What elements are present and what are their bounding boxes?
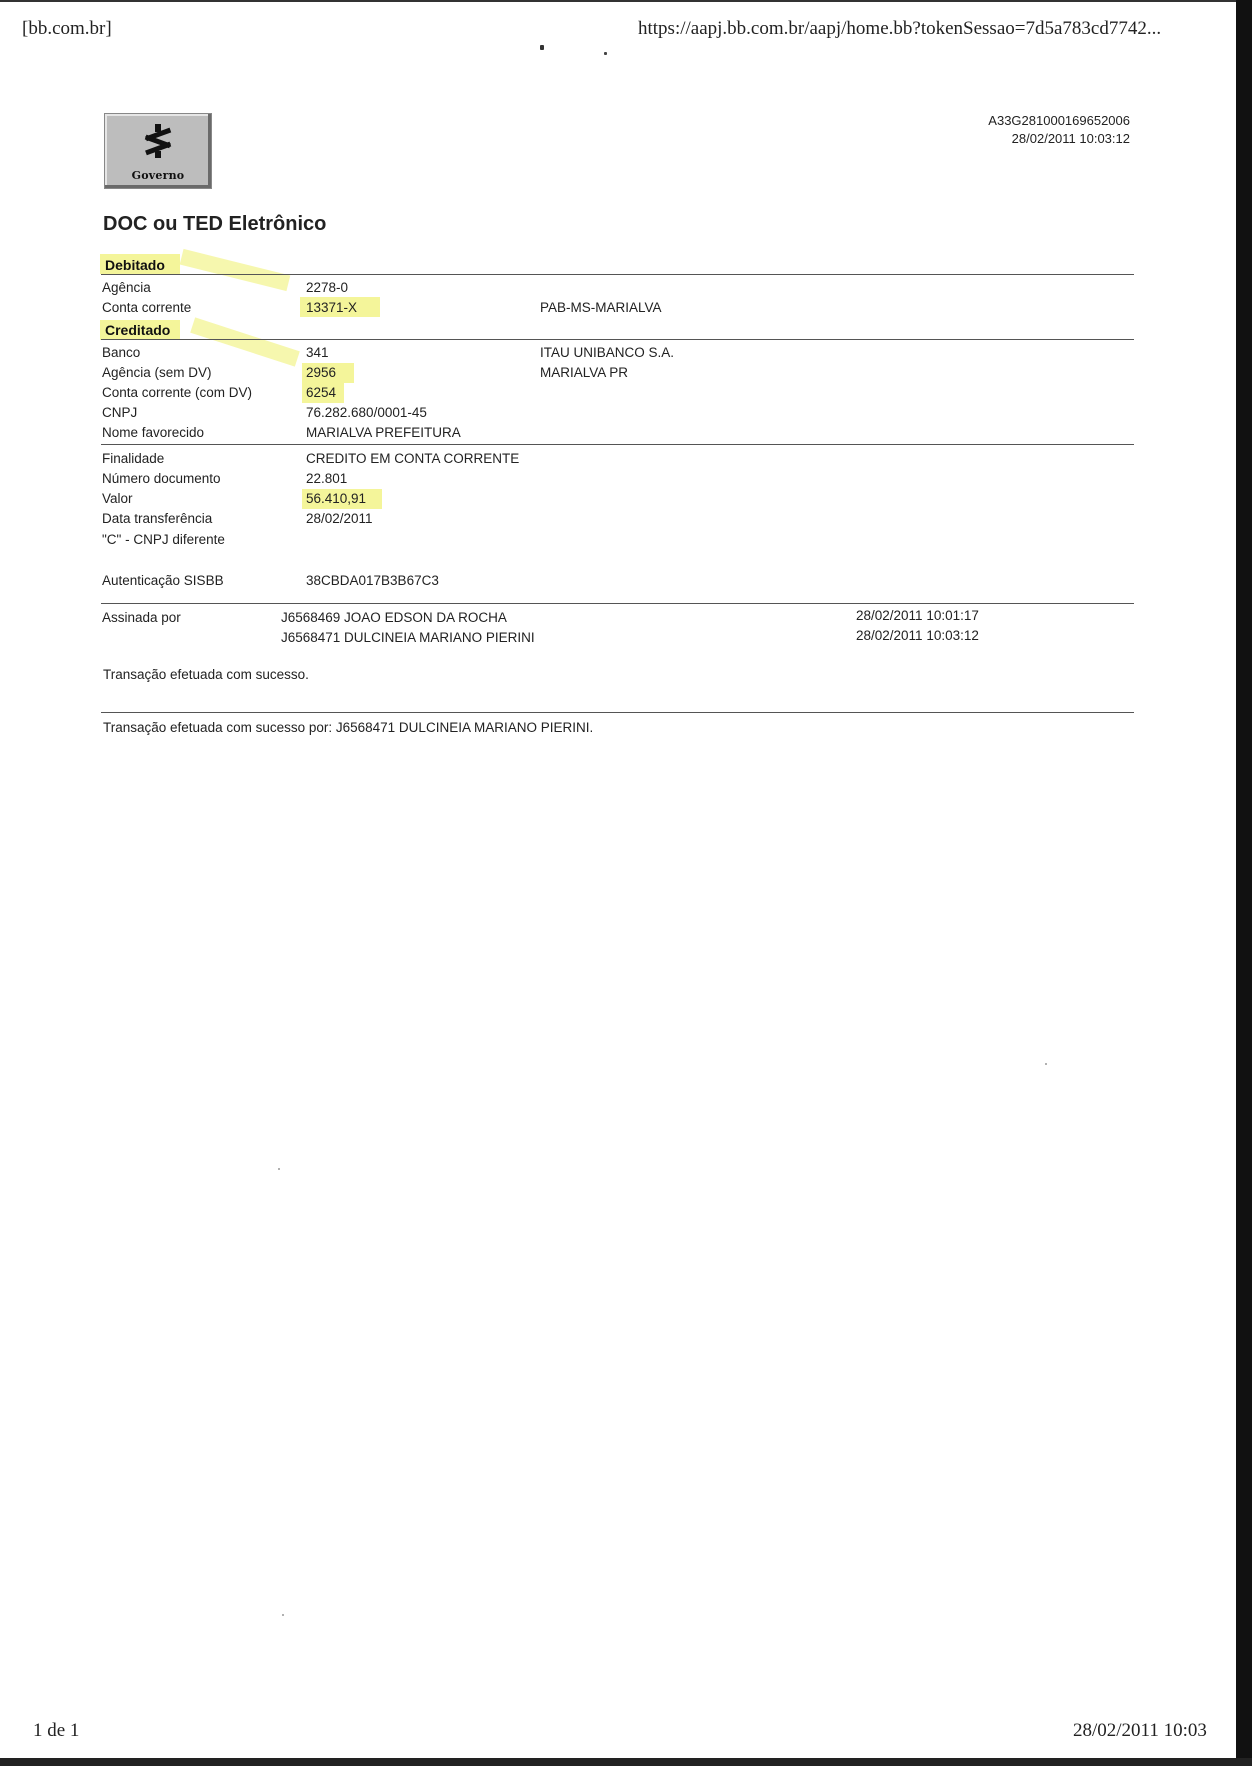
credito-agencia-value: 2956: [306, 365, 337, 380]
success-message: Transação efetuada com sucesso.: [103, 667, 309, 682]
reference-datetime: 28/02/2011 10:03:12: [1011, 131, 1130, 146]
autenticacao-value: 38CBDA017B3B67C3: [306, 573, 439, 588]
divider: [101, 712, 1134, 713]
scan-speck: [604, 52, 607, 55]
credito-cnpj-value: 76.282.680/0001-45: [306, 405, 427, 420]
highlight-stroke: [190, 317, 300, 366]
section-debitado: Debitado: [105, 257, 165, 273]
finalidade-label: Finalidade: [102, 451, 165, 466]
valor-label: Valor: [102, 491, 133, 506]
logo-text: Governo: [131, 169, 185, 182]
divider: [101, 339, 1134, 340]
credito-banco-label: Banco: [102, 345, 141, 360]
scan-right-edge: [1236, 0, 1252, 1766]
numero-documento-value: 22.801: [306, 471, 348, 486]
debito-agencia-value: 2278-0: [306, 280, 349, 295]
scan-speck: [278, 1168, 280, 1170]
banco-do-brasil-logo-icon: [139, 122, 177, 160]
credito-banco-name: ITAU UNIBANCO S.A.: [540, 345, 675, 360]
finalidade-value: CREDITO EM CONTA CORRENTE: [306, 451, 520, 466]
credito-banco-value: 341: [306, 345, 329, 360]
print-datetime: 28/02/2011 10:03: [1073, 1720, 1207, 1741]
success-by-message: Transação efetuada com sucesso por: J6568471 DULCINEIA MARIANO PIERINI.: [103, 720, 594, 735]
site-name: [bb.com.br]: [22, 18, 112, 39]
governo-logo: [104, 113, 212, 189]
scan-speck: [1045, 1063, 1047, 1065]
credito-favorecido-label: Nome favorecido: [102, 425, 205, 440]
valor-value: 56.410,91: [306, 491, 367, 506]
divider: [101, 274, 1134, 275]
cnpj-diferente-label: "C" - CNPJ diferente: [102, 532, 225, 547]
divider: [101, 603, 1134, 604]
scan-speck: [540, 45, 544, 50]
highlight-stroke: [180, 249, 291, 291]
page-url[interactable]: https://aapj.bb.com.br/aapj/home.bb?tokenSessao=7d5a783cd7742...: [638, 18, 1162, 39]
data-transferencia-label: Data transferência: [102, 511, 213, 526]
autenticacao-label: Autenticação SISBB: [102, 573, 224, 588]
debito-conta-value: 13371-X: [306, 300, 358, 315]
divider: [101, 444, 1134, 445]
numero-documento-label: Número documento: [102, 471, 221, 486]
assinada-por-label: Assinada por: [102, 610, 181, 625]
credito-cnpj-label: CNPJ: [102, 405, 138, 420]
signer-name: J6568469 JOAO EDSON DA ROCHA: [281, 610, 507, 625]
signer-datetime: 28/02/2011 10:01:17: [856, 608, 979, 623]
data-transferencia-value: 28/02/2011: [306, 511, 373, 526]
credito-conta-value: 6254: [306, 385, 337, 400]
credito-agencia-name: MARIALVA PR: [540, 365, 629, 380]
debito-agencia-label: Agência: [102, 280, 151, 295]
page-title: DOC ou TED Eletrônico: [103, 213, 327, 235]
credito-favorecido-value: MARIALVA PREFEITURA: [306, 425, 461, 440]
credito-conta-label: Conta corrente (com DV): [102, 385, 253, 400]
debito-conta-label: Conta corrente: [102, 300, 192, 315]
section-creditado: Creditado: [105, 322, 171, 338]
credito-agencia-label: Agência (sem DV): [102, 365, 212, 380]
transaction-reference: [988, 112, 1130, 148]
reference-code: A33G281000169652006: [988, 113, 1130, 128]
signer-name: J6568471 DULCINEIA MARIANO PIERINI: [281, 630, 535, 645]
scan-bottom-edge: [0, 1758, 1252, 1766]
page-count: 1 de 1: [33, 1720, 80, 1741]
scan-speck: [282, 1614, 284, 1616]
debito-conta-extra: PAB-MS-MARIALVA: [540, 300, 662, 315]
signer-datetime: 28/02/2011 10:03:12: [856, 628, 979, 643]
scan-top-edge: [0, 0, 1252, 2]
